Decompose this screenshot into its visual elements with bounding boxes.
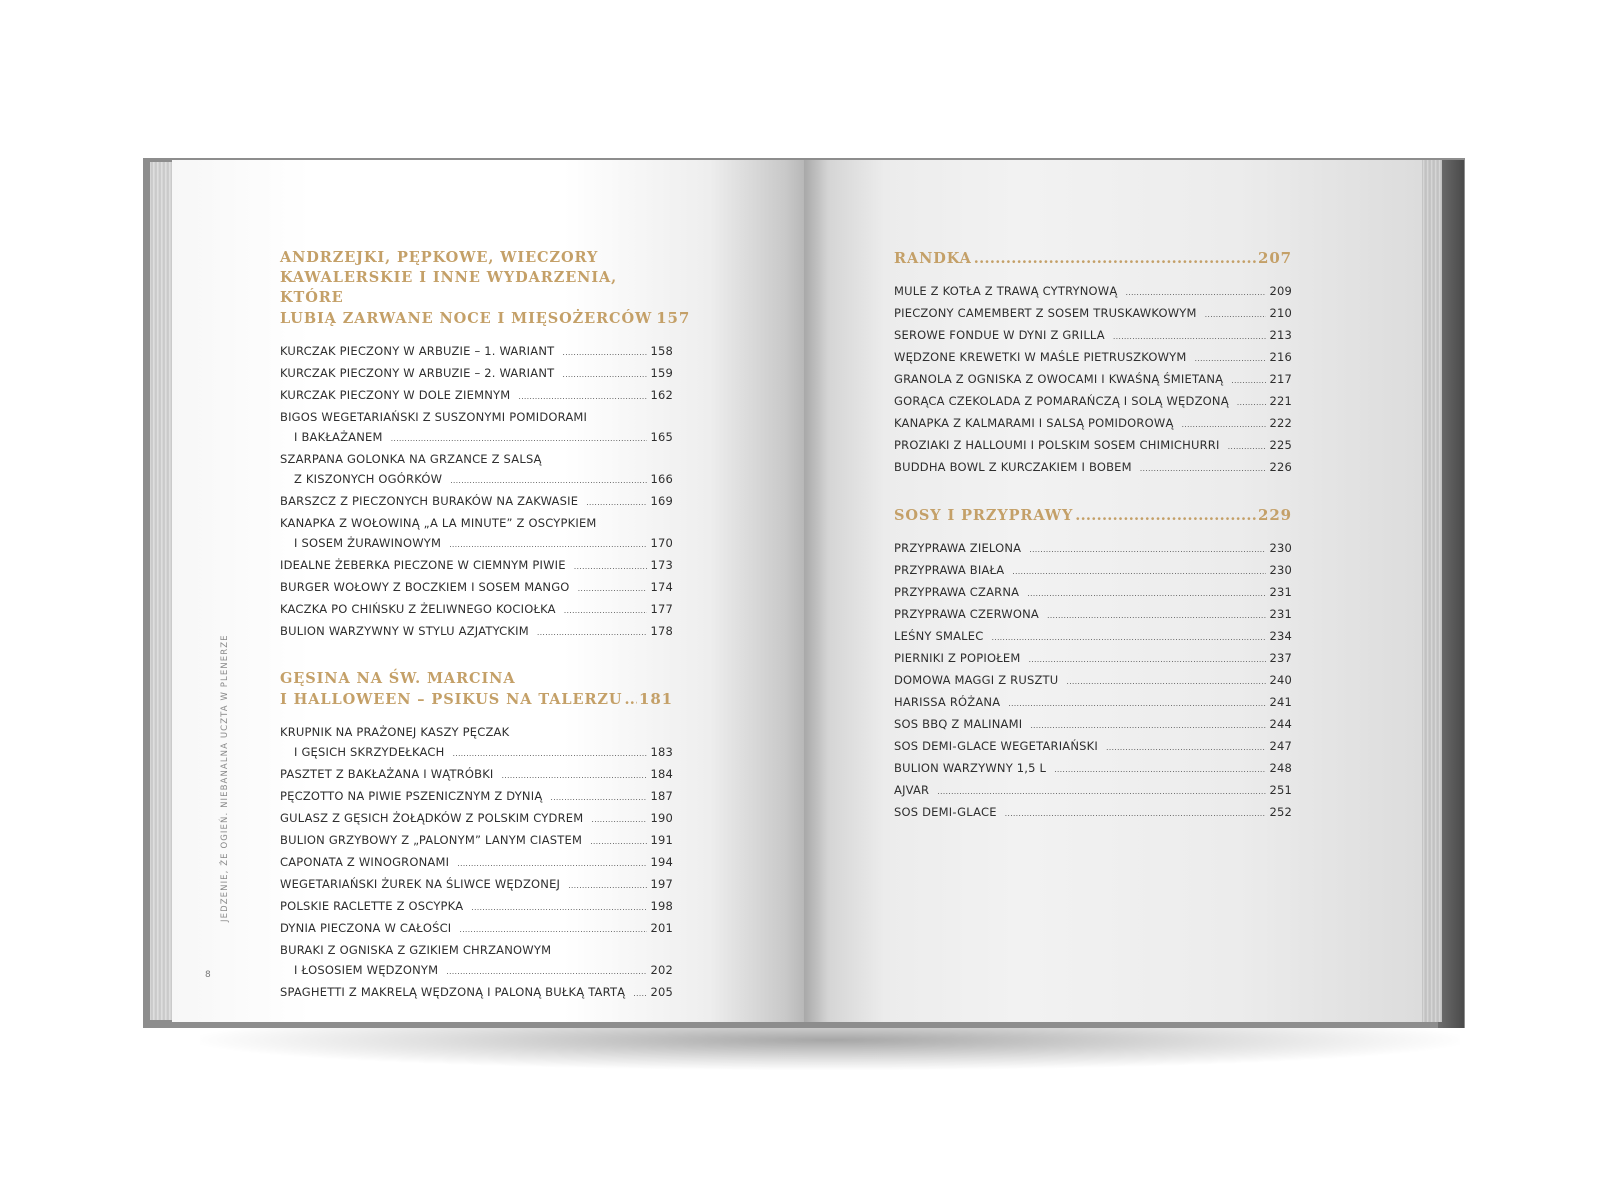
toc-entry-line bbox=[894, 626, 1292, 648]
toc-entry-page: 251 bbox=[1269, 783, 1292, 797]
toc-entry-line bbox=[280, 577, 673, 599]
toc-entry bbox=[280, 896, 673, 918]
section-title-line bbox=[280, 689, 673, 710]
toc-entry-title: PROZIAKI Z HALLOUMI I POLSKIM SOSEM CHIMICHURRI bbox=[894, 438, 1220, 452]
toc-entry-title: KACZKA PO CHIŃSKU Z ŻELIWNEGO KOCIOŁKA bbox=[280, 602, 556, 616]
toc-entry-page: 221 bbox=[1269, 394, 1292, 408]
dot-leader bbox=[1140, 459, 1267, 479]
toc-entry-page: 174 bbox=[650, 580, 673, 594]
toc-entry-line bbox=[894, 648, 1292, 670]
toc-entry-line bbox=[894, 560, 1292, 582]
dot-leader bbox=[457, 854, 647, 874]
toc-entry bbox=[280, 764, 673, 786]
toc-entry bbox=[894, 648, 1292, 670]
toc-entry bbox=[280, 513, 673, 555]
toc-entry-line bbox=[894, 413, 1292, 435]
toc-entry bbox=[280, 918, 673, 940]
toc-entry-title: WĘDZONE KREWETKI W MAŚLE PIETRUSZKOWYM bbox=[894, 350, 1187, 364]
toc-entry-line bbox=[280, 764, 673, 786]
dot-leader bbox=[1231, 371, 1266, 391]
section-title-text: LUBIĄ ZARWANE NOCE I MIĘSOŻERCÓW bbox=[280, 310, 653, 327]
toc-entry-title: GRANOLA Z OGNISKA Z OWOCAMI I KWAŚNĄ ŚMIETANĄ bbox=[894, 372, 1224, 386]
toc-entry-title: PĘCZOTTO NA PIWIE PSZENICZNYM Z DYNIĄ bbox=[280, 789, 543, 803]
toc-entry-title: BURGER WOŁOWY Z BOCZKIEM I SOSEM MANGO bbox=[280, 580, 570, 594]
toc-entry-title: SPAGHETTI Z MAKRELĄ WĘDZONĄ I PALONĄ BUŁKĄ TARTĄ bbox=[280, 985, 626, 999]
toc-entry-line bbox=[894, 758, 1292, 780]
toc-entry-page: 198 bbox=[650, 899, 673, 913]
toc-entry-title: BULION GRZYBOWY Z „PALONYM” LANYM CIASTEM bbox=[280, 833, 583, 847]
toc-entry-title: DOMOWA MAGGI Z RUSZTU bbox=[894, 673, 1059, 687]
toc-entry-line bbox=[280, 786, 673, 808]
toc-entry bbox=[894, 582, 1292, 604]
dot-leader bbox=[574, 557, 648, 577]
toc-entry-title: WEGETARIAŃSKI ŻUREK NA ŚLIWCE WĘDZONEJ bbox=[280, 877, 561, 891]
dot-leader bbox=[564, 601, 648, 621]
dot-leader bbox=[450, 471, 647, 491]
toc-entry bbox=[894, 692, 1292, 714]
toc-entry-line bbox=[280, 852, 673, 874]
toc-entry-line bbox=[280, 341, 673, 363]
toc-entry-page: 226 bbox=[1269, 460, 1292, 474]
toc-entry-page: 173 bbox=[650, 558, 673, 572]
left-page bbox=[172, 160, 804, 1022]
toc-entry bbox=[894, 758, 1292, 780]
dot-leader bbox=[502, 766, 648, 786]
toc-entry-line bbox=[894, 391, 1292, 413]
toc-entry-page: 170 bbox=[650, 536, 673, 550]
dot-leader bbox=[578, 579, 648, 599]
toc-entry-page: 252 bbox=[1269, 805, 1292, 819]
section-title bbox=[894, 248, 1292, 269]
section-title-text: I HALLOWEEN – PSIKUS NA TALERZU bbox=[280, 691, 623, 708]
toc-entry-page: 159 bbox=[650, 366, 673, 380]
toc-entry-page: 201 bbox=[650, 921, 673, 935]
toc-entry bbox=[894, 413, 1292, 435]
toc-entry bbox=[894, 347, 1292, 369]
toc-entry-title: PASZTET Z BAKŁAŻANA I WĄTRÓBKI bbox=[280, 767, 494, 781]
toc-entry-title: CAPONATA Z WINOGRONAMI bbox=[280, 855, 450, 869]
toc-right bbox=[894, 248, 1292, 824]
toc-entry-title: POLSKIE RACLETTE Z OSCYPKA bbox=[280, 899, 464, 913]
dot-leader bbox=[1066, 672, 1266, 692]
toc-entry-title: BULION WARZYWNY 1,5 L bbox=[894, 761, 1047, 775]
toc-entry-title: LEŚNY SMALEC bbox=[894, 629, 984, 643]
toc-entry bbox=[894, 780, 1292, 802]
section-page-number: 157 bbox=[656, 309, 691, 327]
toc-entry bbox=[280, 407, 673, 449]
toc-entry bbox=[280, 722, 673, 764]
toc-entry-line bbox=[894, 281, 1292, 303]
toc-entry bbox=[894, 435, 1292, 457]
toc-entry-title: PRZYPRAWA BIAŁA bbox=[894, 563, 1005, 577]
toc-entry-page: 237 bbox=[1269, 651, 1292, 665]
right-page bbox=[804, 160, 1422, 1022]
toc-entry-page: 244 bbox=[1269, 717, 1292, 731]
dot-leader bbox=[446, 962, 647, 982]
dot-leader bbox=[937, 782, 1266, 802]
toc-entry bbox=[894, 626, 1292, 648]
toc-entry bbox=[280, 363, 673, 385]
toc-entry-line bbox=[894, 604, 1292, 626]
toc-entry-continuation: I BAKŁAŻANEM bbox=[294, 430, 383, 444]
toc-entry-line bbox=[280, 808, 673, 830]
dot-leader bbox=[1012, 562, 1266, 582]
toc-entry-line bbox=[894, 714, 1292, 736]
dot-leader bbox=[1005, 804, 1267, 824]
toc-entry-page: 158 bbox=[650, 344, 673, 358]
toc-entry-page: 231 bbox=[1269, 607, 1292, 621]
toc-entry-title: SOS DEMI-GLACE bbox=[894, 805, 997, 819]
dot-leader bbox=[1008, 694, 1266, 714]
toc-entry-page: 165 bbox=[650, 430, 673, 444]
toc-entry-page: 213 bbox=[1269, 328, 1292, 342]
toc-entry-line bbox=[280, 363, 673, 385]
toc-entry bbox=[280, 786, 673, 808]
toc-entry-line bbox=[894, 670, 1292, 692]
section-title-line: KAWALERSKIE I INNE WYDARZENIA, KTÓRE bbox=[280, 269, 618, 306]
toc-entry bbox=[894, 281, 1292, 303]
toc-entry bbox=[894, 736, 1292, 758]
toc-entry bbox=[894, 604, 1292, 626]
dot-leader bbox=[590, 832, 647, 852]
dot-leader bbox=[518, 387, 647, 407]
toc-entry-page: 162 bbox=[650, 388, 673, 402]
dot-leader bbox=[624, 690, 637, 710]
dot-leader bbox=[1029, 650, 1267, 670]
toc-entry bbox=[280, 555, 673, 577]
toc-entry-line bbox=[280, 918, 673, 940]
toc-entry bbox=[280, 599, 673, 621]
toc-entry-title: BUDDHA BOWL Z KURCZAKIEM I BOBEM bbox=[894, 460, 1132, 474]
toc-entry bbox=[894, 670, 1292, 692]
toc-entry bbox=[280, 808, 673, 830]
toc-entry-title: BARSZCZ Z PIECZONYCH BURAKÓW NA ZAKWASIE bbox=[280, 494, 579, 508]
toc-entry-page: 205 bbox=[650, 985, 673, 999]
toc-entry-line bbox=[894, 692, 1292, 714]
toc-entry-page: 178 bbox=[650, 624, 673, 638]
toc-entry-line bbox=[280, 874, 673, 896]
toc-entry-page: 231 bbox=[1269, 585, 1292, 599]
toc-entry bbox=[894, 369, 1292, 391]
toc-entry-line bbox=[894, 736, 1292, 758]
section-title-line: GĘSINA NA ŚW. MARCINA bbox=[280, 670, 516, 687]
toc-entry-title: IDEALNE ŻEBERKA PIECZONE W CIEMNYM PIWIE bbox=[280, 558, 566, 572]
toc-entry-line bbox=[280, 469, 673, 491]
dot-leader bbox=[1205, 305, 1267, 325]
toc-entry-continuation: I SOSEM ŻURAWINOWYM bbox=[294, 536, 442, 550]
toc-entry-page: 183 bbox=[650, 745, 673, 759]
toc-entry-title: SZARPANA GOLONKA NA GRZANCE Z SALSĄ bbox=[280, 452, 542, 466]
section-title bbox=[280, 248, 691, 329]
dot-leader bbox=[1195, 349, 1267, 369]
section-title bbox=[280, 669, 673, 710]
toc-entry-line bbox=[280, 599, 673, 621]
dot-leader bbox=[1113, 327, 1267, 347]
toc-entry-page: 177 bbox=[650, 602, 673, 616]
toc-entry-page: 217 bbox=[1269, 372, 1292, 386]
toc-entry-title: PIECZONY CAMEMBERT Z SOSEM TRUSKAWKOWYM bbox=[894, 306, 1197, 320]
toc-entry-line bbox=[894, 347, 1292, 369]
dot-leader bbox=[586, 493, 647, 513]
toc-entry bbox=[280, 577, 673, 599]
toc-entry bbox=[280, 385, 673, 407]
toc-entry bbox=[894, 714, 1292, 736]
toc-entry-line bbox=[894, 538, 1292, 560]
dot-leader bbox=[974, 249, 1256, 269]
dot-leader bbox=[391, 429, 648, 449]
toc-entry-line bbox=[280, 427, 673, 449]
toc-entry-line bbox=[280, 960, 673, 982]
toc-entry-line bbox=[894, 325, 1292, 347]
toc-entry-page: 194 bbox=[650, 855, 673, 869]
dot-leader bbox=[1054, 760, 1266, 780]
toc-entry-page: 241 bbox=[1269, 695, 1292, 709]
section-title-line: ANDRZEJKI, PĘPKOWE, WIECZORY bbox=[280, 249, 599, 266]
section-title-line bbox=[894, 248, 1292, 269]
dot-leader bbox=[1030, 716, 1266, 736]
dot-leader bbox=[459, 920, 647, 940]
toc-entry bbox=[280, 830, 673, 852]
dot-leader bbox=[471, 898, 647, 918]
section-page-number: 207 bbox=[1257, 249, 1292, 267]
page-edges-left bbox=[150, 162, 172, 1020]
dot-leader bbox=[1047, 606, 1266, 626]
toc-entry-title: GULASZ Z GĘSICH ŻOŁĄDKÓW Z POLSKIM CYDREM bbox=[280, 811, 584, 825]
toc-entry bbox=[280, 341, 673, 363]
toc-entry-title: PRZYPRAWA CZARNA bbox=[894, 585, 1020, 599]
dot-leader bbox=[633, 984, 647, 1004]
toc-entry-title: DYNIA PIECZONA W CAŁOŚCI bbox=[280, 921, 452, 935]
dot-leader bbox=[568, 876, 647, 896]
toc-entry bbox=[894, 538, 1292, 560]
dot-leader bbox=[1228, 437, 1267, 457]
toc-entry bbox=[280, 940, 673, 982]
page-edges-right bbox=[1420, 160, 1442, 1022]
toc-entry-continuation: Z KISZONYCH OGÓRKÓW bbox=[294, 472, 443, 486]
toc-entry-line bbox=[894, 369, 1292, 391]
page-number: 8 bbox=[205, 970, 211, 980]
dot-leader bbox=[550, 788, 647, 808]
toc-entry-page: 184 bbox=[650, 767, 673, 781]
toc-entry-line bbox=[280, 982, 673, 1004]
dot-leader bbox=[1237, 393, 1267, 413]
toc-left bbox=[280, 248, 691, 1004]
running-head: JEDZENIE, ŻE OGIEŃ. NIEBANALNA UCZTA W PLENERZE bbox=[220, 634, 230, 922]
toc-entry-title: PIERNIKI Z POPIOŁEM bbox=[894, 651, 1021, 665]
dot-leader bbox=[1182, 415, 1267, 435]
toc-entry-line bbox=[280, 385, 673, 407]
toc-entry-title: BURAKI Z OGNISKA Z GZIKIEM CHRZANOWYM bbox=[280, 943, 552, 957]
toc-entry-line bbox=[280, 621, 673, 643]
dot-leader bbox=[452, 744, 647, 764]
toc-entry-page: 191 bbox=[650, 833, 673, 847]
dot-leader bbox=[991, 628, 1266, 648]
section-title-text: SOSY I PRZYPRAWY bbox=[894, 507, 1074, 524]
toc-entry-title: GORĄCA CZEKOLADA Z POMARAŃCZĄ I SOLĄ WĘDZONĄ bbox=[894, 394, 1229, 408]
toc-entry-continuation: I ŁOSOSIEM WĘDZONYM bbox=[294, 963, 439, 977]
toc-entry-title: PRZYPRAWA CZERWONA bbox=[894, 607, 1039, 621]
toc-entry-page: 240 bbox=[1269, 673, 1292, 687]
toc-entry bbox=[894, 303, 1292, 325]
toc-entry-line bbox=[280, 533, 673, 555]
toc-entry-page: 230 bbox=[1269, 563, 1292, 577]
section-title-line bbox=[280, 308, 691, 329]
toc-entry-title: KURCZAK PIECZONY W ARBUZIE – 1. WARIANT bbox=[280, 344, 555, 358]
toc-entry-title: SEROWE FONDUE W DYNI Z GRILLA bbox=[894, 328, 1105, 342]
toc-entry bbox=[280, 449, 673, 491]
toc-entry-page: 234 bbox=[1269, 629, 1292, 643]
toc-entry bbox=[280, 982, 673, 1004]
toc-entry-line bbox=[894, 303, 1292, 325]
toc-entry-page: 248 bbox=[1269, 761, 1292, 775]
toc-entry-title: HARISSA RÓŻANA bbox=[894, 695, 1001, 709]
toc-entry-line bbox=[280, 555, 673, 577]
section-page-number: 229 bbox=[1257, 506, 1292, 524]
toc-entry-page: 225 bbox=[1269, 438, 1292, 452]
toc-entry bbox=[280, 874, 673, 896]
dot-leader bbox=[1106, 738, 1266, 758]
toc-entry-line bbox=[894, 435, 1292, 457]
toc-entry-title: KANAPKA Z WOŁOWINĄ „A LA MINUTE” Z OSCYPKIEM bbox=[280, 516, 597, 530]
dot-leader bbox=[562, 365, 647, 385]
toc-entry-page: 247 bbox=[1269, 739, 1292, 753]
toc-entry-continuation: I GĘSICH SKRZYDEŁKACH bbox=[294, 745, 445, 759]
toc-entry bbox=[894, 457, 1292, 479]
toc-entry-title: AJVAR bbox=[894, 783, 930, 797]
toc-entry-title: SOS DEMI-GLACE WEGETARIAŃSKI bbox=[894, 739, 1099, 753]
toc-entry bbox=[894, 325, 1292, 347]
section-page-number: 181 bbox=[638, 690, 673, 708]
section-gap bbox=[894, 479, 1292, 505]
toc-entry-title: SOS BBQ Z MALINAMI bbox=[894, 717, 1023, 731]
toc-entry-title: KANAPKA Z KALMARAMI I SALSĄ POMIDOROWĄ bbox=[894, 416, 1174, 430]
toc-entry-title: KRUPNIK NA PRAŻONEJ KASZY PĘCZAK bbox=[280, 725, 510, 739]
toc-entry-title: KURCZAK PIECZONY W ARBUZIE – 2. WARIANT bbox=[280, 366, 555, 380]
section-title-line bbox=[894, 505, 1292, 526]
toc-entry-line bbox=[280, 742, 673, 764]
toc-entry bbox=[894, 802, 1292, 824]
toc-entry-page: 166 bbox=[650, 472, 673, 486]
dot-leader bbox=[1027, 584, 1266, 604]
toc-entry-line bbox=[280, 491, 673, 513]
toc-entry bbox=[894, 560, 1292, 582]
toc-entry-page: 210 bbox=[1269, 306, 1292, 320]
section-title-text: RANDKA bbox=[894, 250, 972, 267]
toc-entry-title: KURCZAK PIECZONY W DOLE ZIEMNYM bbox=[280, 388, 511, 402]
toc-entry-line bbox=[280, 830, 673, 852]
toc-entry-title: BIGOS WEGETARIAŃSKI Z SUSZONYMI POMIDORAMI bbox=[280, 410, 588, 424]
dot-leader bbox=[449, 535, 647, 555]
section-gap bbox=[280, 643, 673, 669]
toc-entry-title: MULE Z KOTŁA Z TRAWĄ CYTRYNOWĄ bbox=[894, 284, 1118, 298]
toc-entry-line bbox=[894, 802, 1292, 824]
dot-leader bbox=[591, 810, 647, 830]
toc-entry bbox=[280, 621, 673, 643]
toc-entry bbox=[894, 391, 1292, 413]
dot-leader bbox=[1125, 283, 1266, 303]
dot-leader bbox=[537, 623, 648, 643]
toc-entry-title: BULION WARZYWNY W STYLU AZJATYCKIM bbox=[280, 624, 529, 638]
toc-entry bbox=[280, 852, 673, 874]
toc-entry-page: 216 bbox=[1269, 350, 1292, 364]
section-title bbox=[894, 505, 1292, 526]
toc-entry-line bbox=[894, 457, 1292, 479]
toc-entry-page: 190 bbox=[650, 811, 673, 825]
toc-entry-page: 202 bbox=[650, 963, 673, 977]
dot-leader bbox=[562, 343, 647, 363]
toc-entry-line bbox=[280, 896, 673, 918]
toc-entry-page: 197 bbox=[650, 877, 673, 891]
toc-entry-page: 187 bbox=[650, 789, 673, 803]
toc-entry-line bbox=[894, 582, 1292, 604]
toc-entry-page: 230 bbox=[1269, 541, 1292, 555]
toc-entry-page: 222 bbox=[1269, 416, 1292, 430]
toc-entry-page: 209 bbox=[1269, 284, 1292, 298]
toc-entry-title: PRZYPRAWA ZIELONA bbox=[894, 541, 1022, 555]
dot-leader bbox=[1075, 506, 1256, 526]
dot-leader bbox=[1029, 540, 1266, 560]
toc-entry bbox=[280, 491, 673, 513]
toc-entry-line bbox=[894, 780, 1292, 802]
toc-entry-page: 169 bbox=[650, 494, 673, 508]
